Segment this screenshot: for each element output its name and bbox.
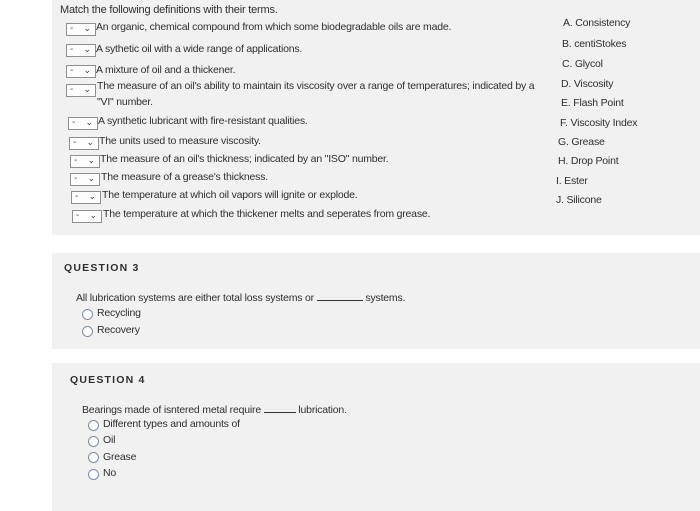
option-different-types-label: Different types and amounts of xyxy=(103,418,240,430)
chevron-down-icon: ⌄ xyxy=(89,210,97,220)
question-3-heading: QUESTION 3 xyxy=(64,262,140,274)
definition-9: The temperature at which oil vapors will ignite or explode. xyxy=(102,189,358,201)
option-oil-label: Oil xyxy=(103,434,116,446)
term-d: D. Viscosity xyxy=(561,78,614,90)
option-no-label: No xyxy=(103,467,117,479)
match-select-1[interactable]: - ⌄ xyxy=(66,23,96,36)
radio-no[interactable] xyxy=(88,469,99,480)
chevron-down-icon: ⌄ xyxy=(88,191,96,201)
chevron-down-icon: ⌄ xyxy=(83,23,91,33)
term-b: B. centiStokes xyxy=(562,38,627,50)
definition-4: The measure of an oil's ability to maintain its viscosity over a range of temperatures; indicated by a xyxy=(97,80,535,92)
option-recovery-label: Recovery xyxy=(97,324,140,336)
match-select-10[interactable]: - ⌄ xyxy=(72,210,102,223)
chevron-down-icon: ⌄ xyxy=(87,173,95,183)
definition-5: A synthetic lubricant with fire-resistant qualities. xyxy=(98,115,308,127)
answer-blank xyxy=(317,291,363,301)
definition-10: The temperature at which the thickener melts and seperates from grease. xyxy=(103,208,431,220)
chevron-down-icon: ⌄ xyxy=(86,137,94,147)
term-i: I. Ester xyxy=(556,175,588,187)
radio-recycling[interactable] xyxy=(82,309,93,320)
radio-recovery[interactable] xyxy=(82,326,93,337)
definition-7: The measure of an oil's thickness; indicated by an "ISO" number. xyxy=(100,153,389,165)
term-j: J. Silicone xyxy=(556,194,602,206)
match-select-5[interactable]: - ⌄ xyxy=(68,117,98,130)
instruction-text: Match the following definitions with their terms. xyxy=(60,4,278,16)
radio-different-types[interactable] xyxy=(88,420,99,431)
radio-grease[interactable] xyxy=(88,452,99,463)
term-f: F. Viscosity Index xyxy=(560,117,638,129)
answer-blank xyxy=(264,403,296,413)
chevron-down-icon: ⌄ xyxy=(83,44,91,54)
match-select-6[interactable]: - ⌄ xyxy=(69,137,99,150)
definition-3: A mixture of oil and a thickener. xyxy=(96,64,236,76)
definition-1: An organic, chemical compound from which some biodegradable oils are made. xyxy=(96,21,452,33)
question-4-text-before: Bearings made of isntered metal require xyxy=(82,404,261,416)
chevron-down-icon: ⌄ xyxy=(83,84,91,94)
radio-oil[interactable] xyxy=(88,436,99,447)
term-h: H. Drop Point xyxy=(558,155,619,167)
definition-2: A sythetic oil with a wide range of applications. xyxy=(96,43,303,55)
question-4-heading: QUESTION 4 xyxy=(70,374,146,386)
match-select-3[interactable]: - ⌄ xyxy=(66,65,96,78)
match-select-2[interactable]: - ⌄ xyxy=(66,44,96,57)
term-g: G. Grease xyxy=(558,136,605,148)
chevron-down-icon: ⌄ xyxy=(85,117,93,127)
definition-6: The units used to measure viscosity. xyxy=(99,135,261,147)
definition-8: The measure of a grease's thickness. xyxy=(101,171,268,183)
match-select-9[interactable]: - ⌄ xyxy=(71,191,101,204)
match-select-8[interactable]: - ⌄ xyxy=(70,173,100,186)
match-select-4[interactable]: - ⌄ xyxy=(66,84,96,97)
term-e: E. Flash Point xyxy=(561,97,624,109)
term-a: A. Consistency xyxy=(563,17,631,29)
question-4-text-after: lubrication. xyxy=(298,404,347,416)
chevron-down-icon: ⌄ xyxy=(83,65,91,75)
match-select-7[interactable]: - ⌄ xyxy=(70,155,100,168)
question-3-text-before: All lubrication systems are either total loss systems or xyxy=(76,292,314,304)
chevron-down-icon: ⌄ xyxy=(87,155,95,165)
definition-4-line-2: "VI" number. xyxy=(97,96,153,108)
option-grease-label: Grease xyxy=(103,451,137,463)
question-3-text-after: systems. xyxy=(365,292,406,304)
term-c: C. Glycol xyxy=(562,58,603,70)
option-recycling-label: Recycling xyxy=(97,307,141,319)
question-4-prompt xyxy=(82,403,347,416)
question-4-panel xyxy=(52,363,700,511)
question-3-prompt xyxy=(76,291,405,304)
